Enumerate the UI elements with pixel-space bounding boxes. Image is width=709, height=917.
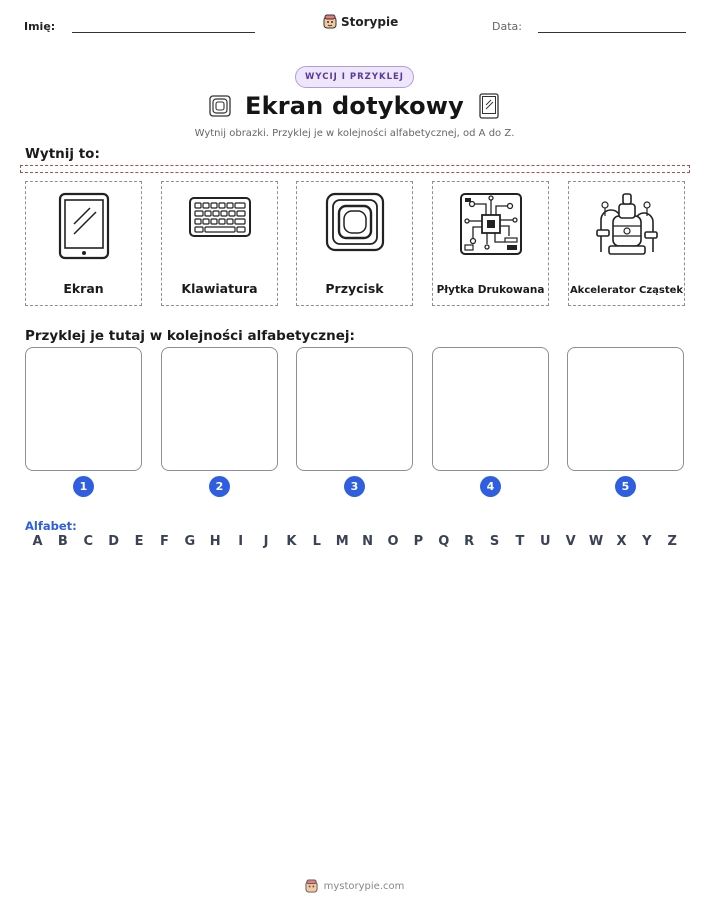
paste-box[interactable] — [296, 347, 413, 471]
storypie-mascot-icon — [323, 14, 337, 29]
cut-line — [20, 165, 690, 173]
date-line[interactable] — [538, 32, 686, 33]
alphabet-letter: P — [413, 534, 424, 549]
instructions: Wytnij obrazki. Przyklej je w kolejności alfabetycznej, od A do Z. — [194, 128, 515, 139]
brand-name: Storypie — [341, 14, 399, 29]
cut-card-przycisk[interactable] — [296, 181, 413, 306]
alphabet-letter: J — [263, 534, 269, 549]
alphabet-letter: G — [184, 534, 196, 549]
slot-number: 3 — [344, 476, 365, 497]
slot-number: 4 — [480, 476, 501, 497]
alphabet-letter: I — [238, 534, 244, 549]
alphabet-letter: E — [134, 534, 144, 549]
paste-box[interactable] — [567, 347, 684, 471]
cut-card-klawiatura[interactable] — [161, 181, 278, 306]
alphabet-letter: Y — [642, 534, 652, 549]
alphabet-letter: X — [616, 534, 627, 549]
alphabet-letter: A — [32, 534, 43, 549]
slot-number: 5 — [615, 476, 636, 497]
alphabet-row — [25, 534, 685, 549]
button-icon — [323, 190, 387, 262]
alphabet-letter: D — [108, 534, 120, 549]
alphabet-letter: Q — [438, 534, 450, 549]
date-label: Data: — [492, 20, 522, 33]
alphabet-label: Alfabet: — [25, 519, 77, 533]
cut-card-ekran[interactable] — [25, 181, 142, 306]
alphabet-letter: S — [489, 534, 500, 549]
card-label: Klawiatura — [181, 281, 258, 296]
paste-box[interactable] — [161, 347, 278, 471]
name-label: Imię: — [24, 20, 56, 33]
paste-heading: Przyklej je tutaj w kolejności alfabetycznej: — [25, 328, 355, 344]
activity-badge: WYCIJ I PRZYKLEJ — [295, 66, 414, 88]
alphabet-letter: B — [57, 534, 68, 549]
alphabet-letter: U — [540, 534, 551, 549]
alphabet-letter: C — [83, 534, 94, 549]
tablet-icon — [52, 190, 116, 262]
cut-heading: Wytnij to: — [25, 146, 100, 162]
alphabet-letter: T — [515, 534, 525, 549]
tablet-icon — [478, 93, 500, 119]
card-label: Przycisk — [325, 281, 384, 296]
card-label: Ekran — [63, 281, 104, 296]
alphabet-letter: L — [312, 534, 321, 549]
alphabet-letter: F — [160, 534, 169, 549]
button-icon — [209, 95, 231, 117]
slot-number: 2 — [209, 476, 230, 497]
alphabet-letter: V — [565, 534, 576, 549]
circuit-board-icon — [459, 190, 523, 262]
cut-card-plytka-drukowana[interactable] — [432, 181, 549, 306]
slot-number: 1 — [73, 476, 94, 497]
particle-accelerator-icon — [595, 190, 659, 262]
alphabet-letter: K — [286, 534, 297, 549]
alphabet-letter: H — [209, 534, 221, 549]
keyboard-icon — [188, 190, 252, 262]
footer-url[interactable]: mystorypie.com — [323, 880, 405, 892]
card-label: Płytka Drukowana — [436, 284, 545, 296]
footer — [0, 879, 709, 893]
paste-box[interactable] — [432, 347, 549, 471]
paste-box[interactable] — [25, 347, 142, 471]
title-row — [0, 92, 709, 120]
alphabet-letter: N — [362, 534, 374, 549]
alphabet-letter: M — [335, 534, 349, 549]
alphabet-letter: O — [387, 534, 399, 549]
alphabet-letter: R — [464, 534, 475, 549]
alphabet-letter: Z — [667, 534, 677, 549]
name-line[interactable] — [72, 32, 255, 33]
card-label: Akcelerator Cząstek — [569, 285, 684, 296]
page-title: Ekran dotykowy — [244, 92, 465, 120]
cut-card-akcelerator-czastek[interactable] — [568, 181, 685, 306]
brand-logo — [323, 14, 398, 29]
storypie-mascot-icon — [305, 879, 318, 893]
alphabet-letter: W — [588, 534, 604, 549]
